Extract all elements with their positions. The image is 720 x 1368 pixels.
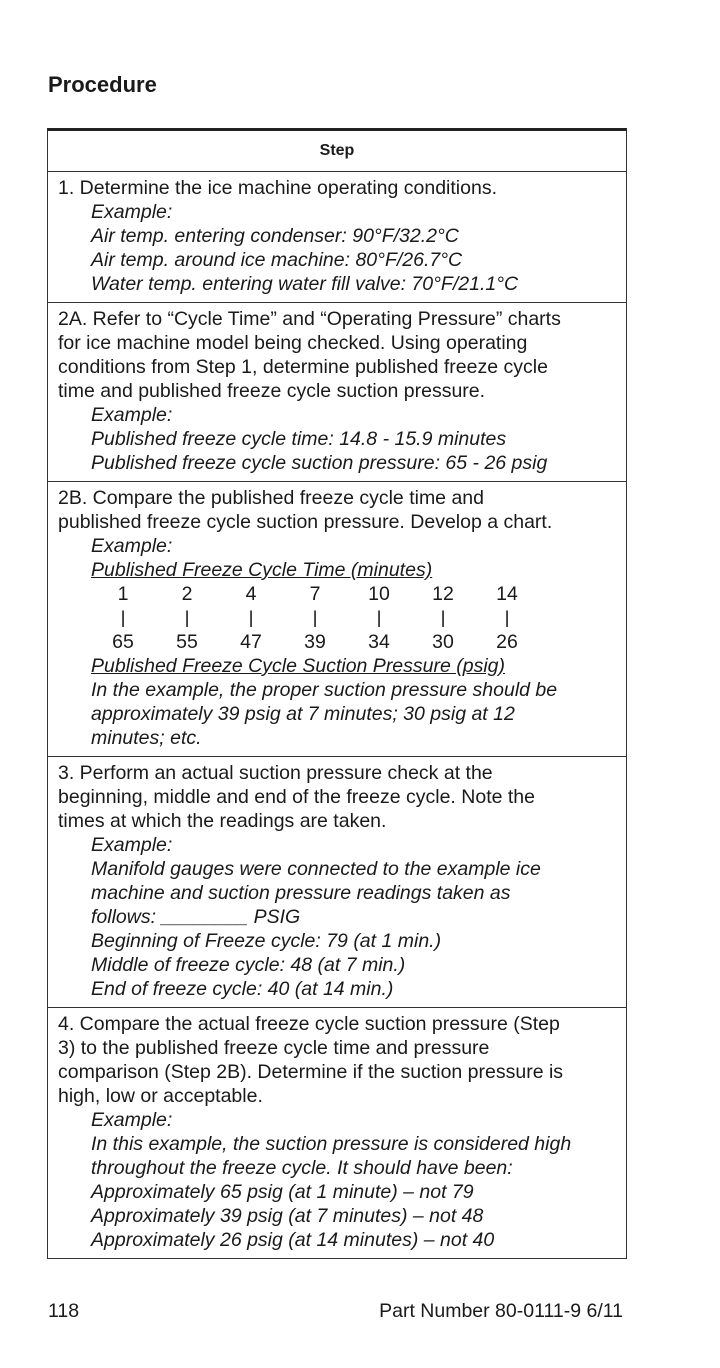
time-axis-title: Published Freeze Cycle Time (minutes) [91,559,433,581]
step-2a-row [48,303,626,482]
pressure-value: 30 [432,631,454,653]
page-heading: Procedure [48,72,157,97]
step-3-line: Beginning of Freeze cycle: 79 (at 1 min.) [91,930,442,952]
connector-row [58,606,616,630]
step-1-example-label: Example: [91,201,173,223]
part-number: Part Number 80-0111-9 6/11 [379,1300,623,1322]
step-2b-lead: 2B. Compare the published freeze cycle time and [58,487,484,509]
step-3-row [48,757,626,1008]
step-2a-line: Published freeze cycle suction pressure: 65 - 26 psig [91,452,548,474]
connector-bar: | [120,608,126,628]
step-2b-note: approximately 39 psig at 7 minutes; 30 psig at 12 [91,703,515,725]
step-3-line: End of freeze cycle: 40 (at 14 min.) [91,978,394,1000]
step-2b-example-label: Example: [91,535,173,557]
step-3-line: Middle of freeze cycle: 48 (at 7 min.) [91,954,406,976]
step-4-example-label: Example: [91,1109,173,1131]
time-value: 14 [496,583,518,605]
step-3-lead: 3. Perform an actual suction pressure check at the [58,762,493,784]
step-4-line: Approximately 26 psig (at 14 minutes) – not 40 [91,1229,495,1251]
step-1-row [48,172,626,303]
step-2b-note: In the example, the proper suction pressure should be [91,679,558,701]
connector-bar: | [312,608,318,628]
step-3-example-label: Example: [91,834,173,856]
pressure-axis-title: Published Freeze Cycle Suction Pressure (psig) [91,655,506,677]
step-1-line: Water temp. entering water fill valve: 70°F/21.1°C [91,273,519,295]
pressure-value: 65 [112,631,134,653]
time-value: 2 [181,583,193,605]
step-3-line: Manifold gauges were connected to the example ice [91,858,541,880]
step-4-row [48,1008,626,1258]
step-4-line: In this example, the suction pressure is considered high [91,1133,572,1155]
step-2a-example-label: Example: [91,404,173,426]
step-3-lead: beginning, middle and end of the freeze cycle. Note the [58,786,535,808]
step-4-lead: comparison (Step 2B). Determine if the suction pressure is [58,1061,564,1083]
step-4-lead: 3) to the published freeze cycle time and pressure [58,1037,490,1059]
page-number: 118 [48,1300,80,1322]
connector-bar: | [184,608,190,628]
pressure-values-row [58,630,616,654]
pressure-value: 39 [304,631,326,653]
connector-bar: | [504,608,510,628]
pressure-value: 26 [496,631,518,653]
step-3-line: follows: ________ PSIG [91,906,301,928]
step-3-lead: times at which the readings are taken. [58,810,387,832]
procedure-table [47,128,627,1259]
step-4-line: Approximately 39 psig (at 7 minutes) – not 48 [91,1205,484,1227]
step-2a-lead: time and published freeze cycle suction pressure. [58,380,486,402]
step-2b-lead: published freeze cycle suction pressure. Develop a chart. [58,511,553,533]
step-2a-line: Published freeze cycle time: 14.8 - 15.9 minutes [91,428,507,450]
step-1-line: Air temp. entering condenser: 90°F/32.2°C [91,225,459,247]
step-1-line: Air temp. around ice machine: 80°F/26.7°C [91,249,463,271]
step-2b-row [48,482,626,757]
pressure-value: 55 [176,631,198,653]
step-4-line: Approximately 65 psig (at 1 minute) – not 79 [91,1181,474,1203]
step-3-line: machine and suction pressure readings taken as [91,882,511,904]
time-value: 10 [368,583,390,605]
time-value: 1 [117,583,129,605]
connector-bar: | [440,608,446,628]
time-value: 7 [309,583,321,605]
pressure-value: 47 [240,631,262,653]
step-2b-note: minutes; etc. [91,727,202,749]
step-1-lead: 1. Determine the ice machine operating conditions. [58,177,497,199]
step-4-lead: 4. Compare the actual freeze cycle suction pressure (Step [58,1013,560,1035]
pressure-value: 34 [368,631,390,653]
step-2a-lead: 2A. Refer to “Cycle Time” and “Operating Pressure” charts [58,308,561,330]
connector-bar: | [248,608,254,628]
step-4-line: throughout the freeze cycle. It should have been: [91,1157,513,1179]
time-value: 4 [245,583,257,605]
time-values-row [58,582,616,606]
connector-bar: | [376,608,382,628]
time-value: 12 [432,583,454,605]
table-header: Step [48,131,626,172]
step-4-lead: high, low or acceptable. [58,1085,263,1107]
step-2a-lead: conditions from Step 1, determine published freeze cycle [58,356,548,378]
step-2a-lead: for ice machine model being checked. Using operating [58,332,528,354]
